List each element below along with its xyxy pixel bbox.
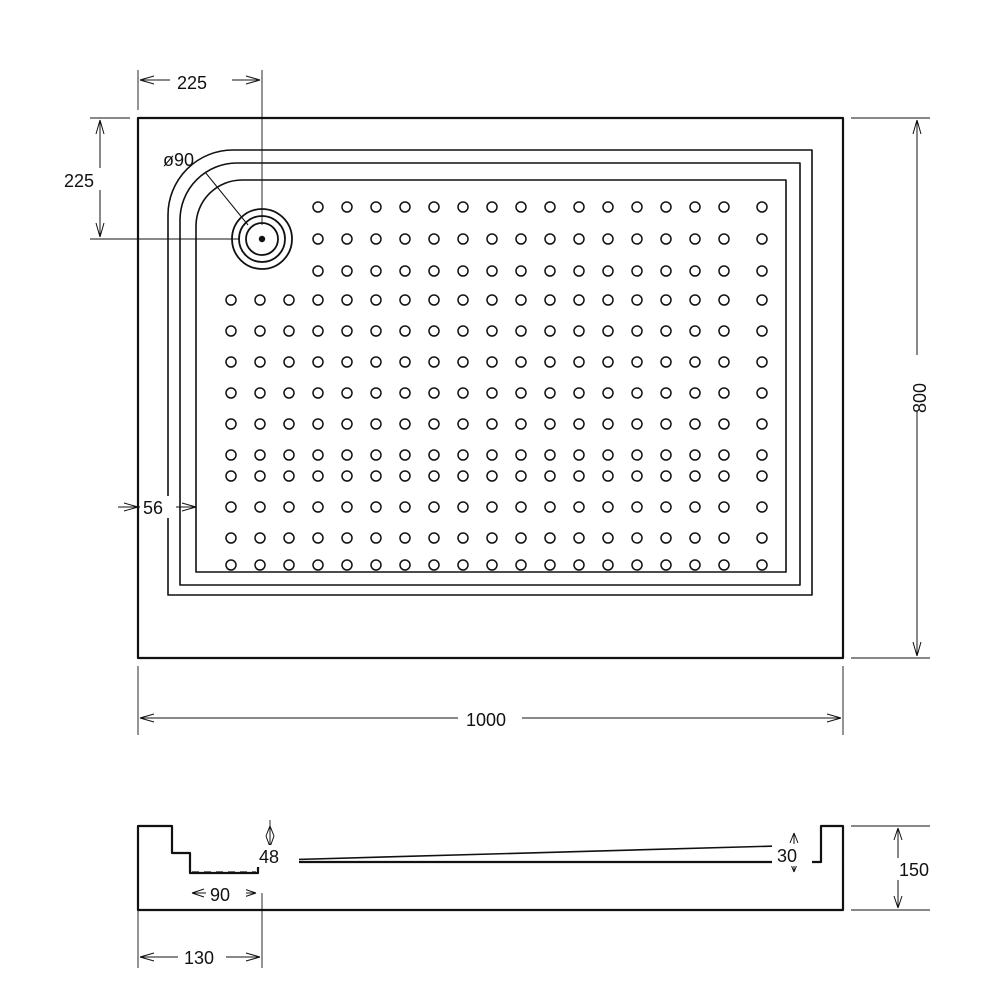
stud-row — [313, 266, 767, 276]
dim-label-150: 150 — [899, 860, 930, 880]
plan-view — [60, 70, 931, 735]
section-view — [138, 820, 945, 968]
dim-label-left-225: 225 — [64, 171, 95, 191]
dimension-30 — [772, 833, 812, 872]
dim-label-1000: 1000 — [466, 710, 507, 730]
dimension-48 — [255, 820, 299, 867]
dimension-90 — [192, 883, 256, 905]
stud-row — [313, 234, 767, 244]
dimension-225-horizontal — [138, 70, 262, 225]
stud-row — [226, 326, 767, 336]
dimension-1000 — [138, 666, 843, 735]
stud-row — [313, 202, 767, 212]
anti-slip-stud-grid — [226, 202, 767, 570]
stud-row — [226, 357, 767, 367]
dim-label-56: 56 — [143, 498, 164, 518]
stud-row — [226, 502, 767, 512]
dim-label-48: 48 — [259, 847, 280, 867]
section-basin-floor — [278, 845, 812, 860]
drain-center-dot — [259, 236, 265, 242]
stud-row — [226, 533, 767, 543]
dimension-225-vertical — [60, 118, 240, 239]
stud-row — [226, 388, 767, 398]
dim-label-800: 800 — [910, 382, 930, 413]
dimension-800 — [851, 118, 931, 658]
stud-row — [226, 560, 767, 570]
dimension-150 — [851, 826, 945, 910]
stud-row — [226, 471, 767, 481]
drain-diameter-label: ø90 — [163, 150, 195, 170]
dim-label-130: 130 — [184, 948, 215, 968]
dim-label-30: 30 — [777, 846, 798, 866]
dim-label-90: 90 — [210, 885, 231, 905]
dim-label-top-225: 225 — [177, 73, 208, 93]
stud-row — [226, 295, 767, 305]
dimension-56 — [118, 496, 196, 518]
stud-row — [226, 419, 767, 429]
stud-row — [226, 450, 767, 460]
